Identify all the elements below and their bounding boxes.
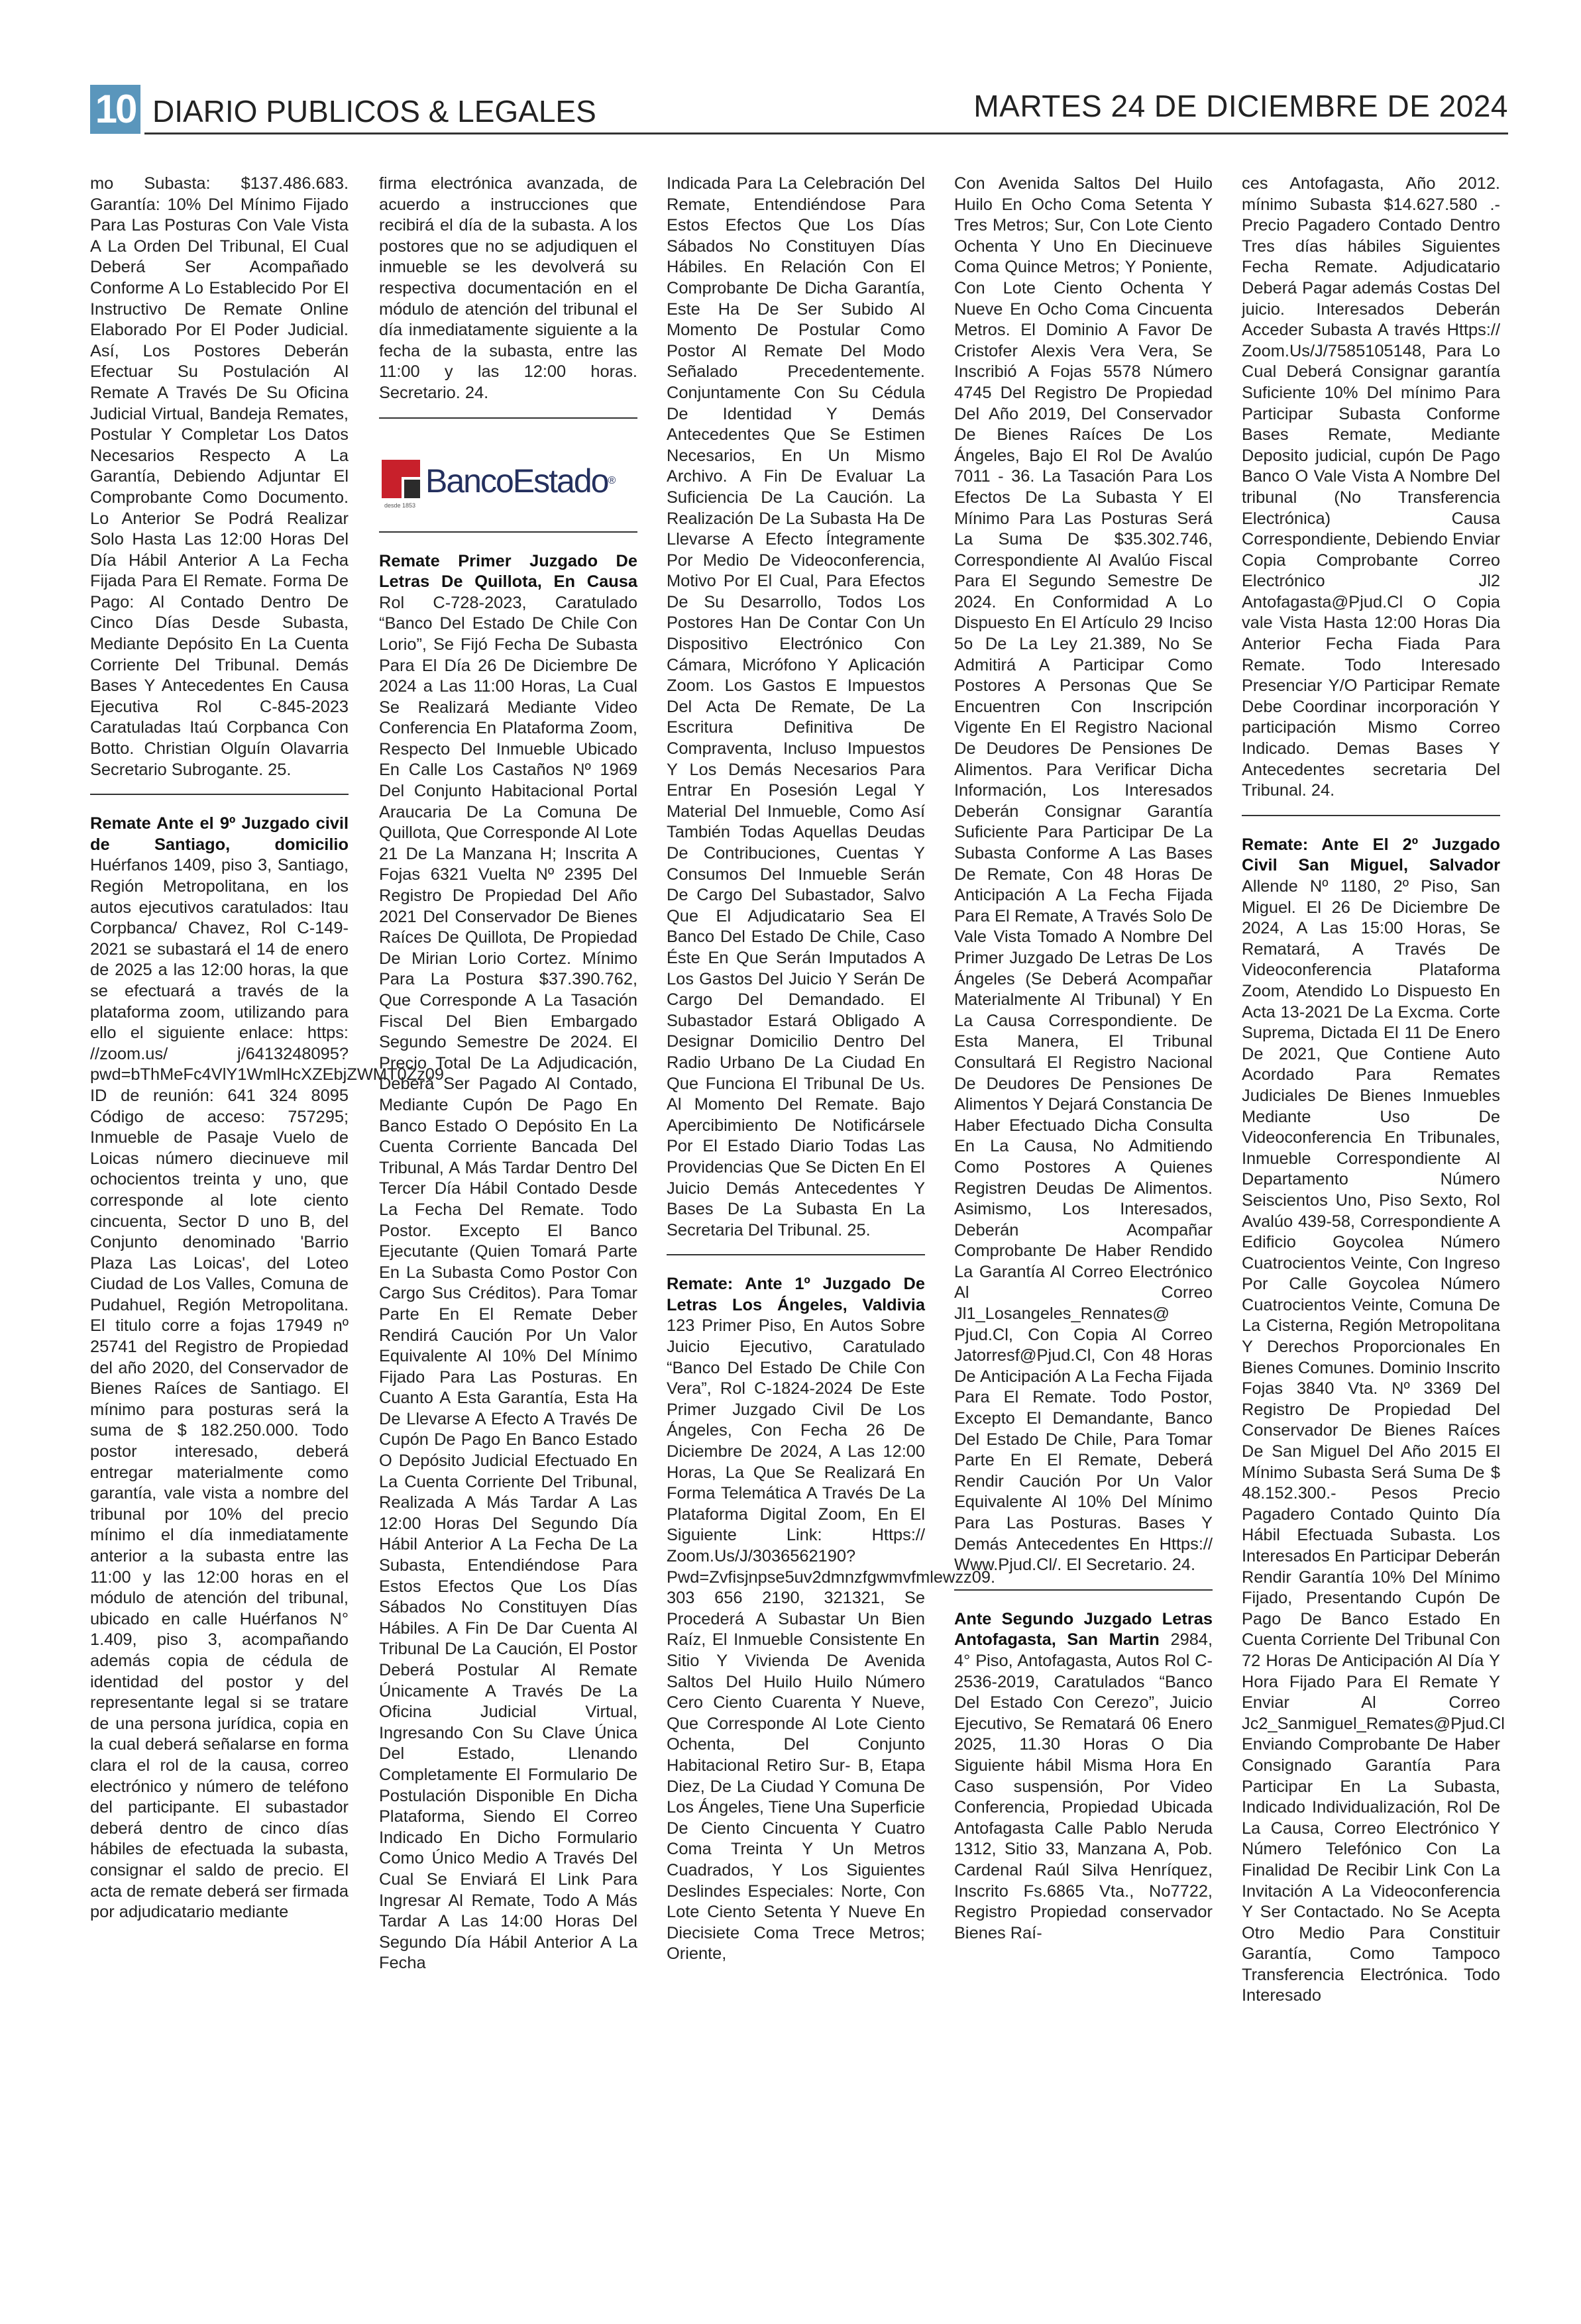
notice-separator — [667, 1254, 925, 1255]
notice-continuation: firma electrónica avanzada, de acuerdo a instrucciones que recibirá el día de la subasta. A los postores que no se adjudiquen el inmueble se les devolverá su respectiva documentación en el módulo de atención del tribunal el día inmediatamente siguiente a la fecha de la subasta, entre las 11:00 y las 12:00 horas. Secretario. 24. — [379, 174, 637, 402]
notice-body: Rol C-728-2023, Caratulado “Banco Del Estado De Chile Con Lorio”, Se Fijó Fecha De Subasta Para El Día 26 De Diciembre De 2024 a Las 11:00 Horas, La Cual Se Realizará Mediante Video Conferencia En Plataforma Zoom, Respecto Del Inmueble Ubicado En Calle Los Castaños Nº 1969 Del Conjunto Habitacional Portal Araucaria De La Comuna De Quillota, Que Corresponde Al Lote 21 De La Manzana H; Inscrita A Fojas 6321 Vuelta Nº 2395 Del Registro De Propiedad Del Año 2021 Del Conservador De Bienes Raíces De Quillota, De Propiedad De Mirian Lorio Cortez. Mínimo Para La Postura $37.390.762, Que Corresponde A La Tasación Fiscal Del Bien Embargado Segundo Semestre De 2024. El Precio Total De La Adjudicación, Deberá Ser Pagado Al Contado, Mediante Cupón De Pago En Banco Estado O Depósito En La Cuenta Corriente Bancada Del Tribunal, A Más Tardar Dentro Del Tercer Día Hábil Contado Desde La Fecha Del Remate. Todo Postor. Excepto El Banco Ejecutante (Quien Tomará Parte En La Subasta Como Postor Con Cargo Sus Créditos). Para Tomar Parte En El Remate Deber Rendirá Caución Por Un Valor Equivalente Al 10% Del Mínimo Fijado Para Las Posturas. En Cuanto A Esta Garantía, Esta Ha De Llevarse A Efecto A Través De Cupón De Pago En Banco Estado O Depósito Judicial Efectuado En La Cuenta Corriente Del Tribunal, Realizada A Más Tardar A Las 12:00 Horas Del Segundo Día Hábil Anterior A La Fecha De La Subasta, Entendiéndose Para Estos Efectos Que Los Días Sábados No Constituyen Días Hábiles. A Fin De Dar Cuenta Al Tribunal De La Caución, El Postor Deberá Postular Al Remate Únicamente A Través De La Oficina Judicial Virtual, Ingresando Con Su Clave Única Del Estado, Llenando Completamente El Formulario De Postulación Disponible En Dicha Plataforma, Siendo El Correo Indicado En Dicho Formulario Como Único Medio A Través Del Cual Se Enviará El Link Para Ingresar Al Remate, Todo A Más Tardar A Las 14:00 Horas Del Segundo Día Hábil Anterior A La Fecha — [379, 593, 637, 1973]
page-header — [90, 77, 1508, 136]
notice-body: Huérfanos 1409, piso 3, Santiago, Región Metropolitana, en los autos ejecutivos caratulados: Itau Corpbanca/ Chavez, Rol C-149-2021 se subastará el 14 de enero de 2025 a las 12:00 horas, la que se efectuará a través de la plataforma zoom, utilizando para ello el siguiente enlace: https: //zoom.us/ j/6413248095?pwd=bThMeFc4VlY1WmlHcXZEbjZWMT0Zz09 ID de reunión: 641 324 8095 Código de acceso: 757295; Inmueble de Pasaje Vuelo de Loicas número diecinueve mil ochocientos treinta y uno, que corresponde al lote ciento cincuenta, Sector D uno B, del Conjunto denominado 'Barrio Plaza Las Loicas', del Loteo Ciudad de Los Valles, Comuna de Pudahuel, Región Metropolitana. El titulo corre a fojas 17949 nº 25741 del Registro de Propiedad del año 2020, del Conservador de Bienes Raíces de Santiago. El mínimo para posturas será la suma de $ 182.250.000. Todo postor interesado, deberá entregar materialmente como garantía, vale vista a nombre del tribunal por 10% del precio mínimo el día inmediatamente anterior a la subasta entre las 11:00 y las 12:00 horas en el módulo de atención del tribunal, ubicado en calle Huérfanos N° 1.409, piso 3, acompañando además copia de cédula de identidad del postor y del representante legal si se tratare de una persona jurídica, copia en la cual deberá señalarse en forma clara el rol de la causa, correo electrónico y número de teléfono del participante. El subastador deberá dentro de cinco días hábiles de efectuada la subasta, consignar el saldo de precio. El acta de remate deberá ser firmada por adjudicatario mediante — [90, 856, 445, 1922]
notice — [1242, 835, 1505, 2007]
bancoestado-logo — [379, 437, 637, 526]
notice-heading: Remate Primer Juzgado De Letras De Quillota, En Causa — [379, 551, 637, 592]
column-5 — [1242, 174, 1505, 2294]
notice-heading: Remate Ante el 9º Juzgado civil de Santiago, domicilio — [90, 814, 349, 854]
notice-heading: Ante Segundo Juzgado Letras Antofagasta, San Martin — [954, 1609, 1213, 1650]
notice — [90, 814, 445, 1923]
notice-heading: Remate: Ante 1º Juzgado De Letras Los Ángeles, Valdivia — [667, 1275, 925, 1314]
notice-separator — [379, 531, 637, 533]
page-number: 10 — [90, 85, 140, 134]
notice-body: Allende Nº 1180, 2º Piso, San Miguel. El 26 De Diciembre De 2024, A Las 15:00 Horas, Se Rematará, A Través De Videoconferencia Plataforma Zoom, Atendido Lo Dispuesto En Acta 13-2021 De La Excma. Corte Suprema, Dictada El 11 De Enero De 2021, Que Contiene Auto Acordado Para Remates Judiciales De Bienes Inmuebles Mediante Uso De Videoconferencia En Tribunales, Inmueble Correspondiente Al Departamento Número Seiscientos Uno, Piso Sexto, Rol Avalúo 439-58, Correspondiente A Edificio Goycolea Número Cuatrocientos Veinte, Con Ingreso Por Calle Goycolea Número Cuatrocientos Veinte, Comuna De La Cisterna, Región Metropolitana Y Derechos Proporcionales En Bienes Comunes. Dominio Inscrito Fojas 3840 Vta. Nº 3369 Del Registro De Propiedad Del Conservador De Bienes Raíces De San Miguel Del Año 2015 El Mínimo Subasta Será Suma De $ 48.152.300.- Pesos Precio Pagadero Contado Quinto Día Hábil Efectuada Subasta. Los Interesados En Participar Deberán Rendir Garantía 10% Del Mínimo Fijado, Presentando Cupón De Pago De Banco Estado En Cuenta Corriente Del Tribunal Con 72 Horas De Anticipación Al Día Y Hora Fijado Para El Remate Y Enviar Al Correo Jc2_Sanmiguel_Remates@Pjud.Cl Enviando Comprobante De Haber Consignado Garantía Para Participar En La Subasta, Indicado Individualización, Rol De La Causa, Correo Electrónico Y Número Telefónico Con La Finalidad De Recibir Link Con La Invitación A La Videoconferencia Y Ser Contactado. No Se Acepta Otro Medio Para Constituir Garantía, Como Tampoco Transferencia Electrónica. Todo Interesado — [1242, 877, 1505, 2005]
notice-continuation: Con Avenida Saltos Del Huilo Huilo En Ocho Coma Setenta Y Tres Metros; Sur, Con Lote Ciento Ochenta Y Uno En Diecinueve Coma Quince Metros; Y Poniente, Con Lote Ciento Ochenta Y Nueve En Ocho Coma Cincuenta Metros. El Dominio A Favor De Cristofer Alexis Vera Vera, Se Inscribió A Fojas 5578 Número 4745 Del Registro De Propiedad Del Año 2019, Del Conservador De Bienes Raíces De Los Ángeles, Bajo El Rol De Avalúo 7011 - 36. La Tasación Para Los Efectos De La Subasta Y El Mínimo Para Las Posturas Será La Suma De $35.302.746, Correspondiente Al Avalúo Fiscal Para El Segundo Semestre De 2024. En Conformidad A Lo Dispuesto En El Artículo 29 Inciso 5o De La Ley 21.389, No Se Admitirá A Participar Como Postores A Personas Que Se Encuentren Con Inscripción Vigente En El Registro Nacional De Deudores De Pensiones De Alimentos. Para Verificar Dicha Información, Los Interesados Deberán Consignar Garantía Suficiente Para Participar De La Subasta Conforme A Las Bases De Remate, Con 48 Horas De Anticipación A La Fecha Fijada Para El Remate, A Través Solo De Vale Vista Tomado A Nombre Del Primer Juzgado De Letras De Los Ángeles (Se Deberá Acompañar Materialmente Al Tribunal) Y En La Causa Correspondiente. De Esta Manera, El Tribunal Consultará El Registro Nacional De Deudores De Pensiones De Alimentos Y Dejará Constancia De Haber Efectuado Dicha Consulta En La Causa, No Admitiendo Como Postores A Quienes Registren Deudas De Alimentos. Asimismo, Los Interesados, Deberán Acompañar Comprobante De Haber Rendido La Garantía Al Correo Electrónico Al Correo Jl1_Losangeles_Rennates@ Pjud.Cl, Con Copia Al Correo Jatorresf@Pjud.Cl, Con 48 Horas De Anticipación A La Fecha Fijada Para El Remate. Todo Postor, Excepto El Demandante, Banco Del Estado De Chile, Para Tomar Parte En El Remate, Deberá Rendir Caución Por Un Valor Equivalente Al 10% Del Mínimo Para Las Posturas. Bases Y Demás Antecedentes En Https:// Www.Pjud.Cl/. El Secretario. 24. — [954, 174, 1213, 1575]
notice-continuation: Indicada Para La Celebración Del Remate, Entendiéndose Para Estos Efectos Que Los Días Sábados No Constituyen Días Hábiles. En Relación Con El Comprobante De Dicha Garantía, Este Ha De Ser Subido Al Momento De Postular Como Postor Al Remate Del Modo Señalado Precedentemente. Conjuntamente Con Su Cédula De Identidad Y Demás Antecedentes Que Se Estimen Necesarios, En Un Mismo Archivo. A Fin De Evaluar La Suficiencia De La Caución. La Realización De La Subasta Ha De Llevarse A Efecto Íntegramente Por Medio De Videoconferencia, Motivo Por El Cual, Para Efectos De Su Desarrollo, Todos Los Postores Han De Contar Con Un Dispositivo Electrónico Con Cámara, Micrófono Y Aplicación Zoom. Los Gastos E Impuestos Del Acta De Remate, De La Escritura Definitiva De Compraventa, Incluso Impuestos Y Los Demás Necesarios Para Entrar En Posesión Legal Y Material Del Inmueble, Como Así También Todas Aquellas Deudas De Contribuciones, Cuentas Y Consumos Del Inmueble Serán De Cargo Del Subastador, Salvo Que El Adjudicatario Sea El Banco Del Estado De Chile, Caso Éste En Que Serán Imputados A Los Gastos Del Juicio Y Serán De Cargo Del Demandado. El Subastador Estará Obligado A Designar Domicilio Dentro Del Radio Urbano De La Ciudad En Que Funciona El Tribunal De Us. Al Momento Del Remate. Bajo Apercibimiento De Notificársele Por El Estado Diario Todas Las Providencias Que Se Dicten En El Juicio Demás Antecedentes Y Bases De La Subasta En La Secretaria Del Tribunal. 25. — [667, 174, 925, 1240]
bancoestado-logo-icon — [382, 457, 420, 509]
notice-separator — [379, 417, 637, 419]
notice-separator — [954, 1589, 1213, 1591]
column-4 — [954, 174, 1213, 2294]
logo-tagline: desde 1853 — [384, 502, 416, 509]
notice — [379, 551, 637, 1974]
header-rule — [144, 132, 1508, 134]
column-3 — [667, 174, 996, 2294]
column-2 — [379, 174, 637, 2294]
notice — [954, 1609, 1213, 1944]
notice-separator — [1242, 815, 1500, 816]
publication-title: DIARIO PUBLICOS & LEGALES — [152, 94, 596, 129]
notice-continuation: ces Antofagasta, Año 2012. mínimo Subasta $14.627.580 .- Precio Pagadero Contado Dentro Tres días hábiles Siguientes Fecha Remate. Adjudicatario Deberá Pagar además Costas Del juicio. Interesados Deberán Acceder Subasta A través Https:// Zoom.Us/J/7585105148, Para Lo Cual Deberá Consignar garantía Suficiente 10% Del mínimo Para Participar Subasta Conforme Bases Remate, Mediante Deposito judicial, cupón De Pago Banco O Vale Vista A Nombre Del tribunal (No Transferencia Electrónica) Causa Correspondiente, Debiendo Enviar Copia Comprobante Correo Electrónico Jl2 Antofagasta@Pjud.Cl O Copia vale Vista Hasta 12:00 Horas Dia Anterior Fecha Fiada Para Remate. Todo Interesado Presenciar Y/O Participar Remate Debe Coordinar incorporación Y participación Mismo Correo Indicado. Demas Bases Y Antecedentes secretaria Del Tribunal. 24. — [1242, 174, 1500, 800]
notice-heading: Remate: Ante El 2º Juzgado Civil San Miguel, Salvador — [1242, 835, 1500, 875]
notice — [667, 1274, 996, 1965]
notice-continuation: mo Subasta: $137.486.683. Garantía: 10% Del Mínimo Fijado Para Las Posturas Con Vale Vista A La Orden Del Tribunal, El Cual Deberá Ser Acompañado Conforme A Lo Establecido Por El Instructivo De Remate Online Elaborado Por El Poder Judicial. Así, Los Postores Deberán Efectuar Su Postulación Al Remate A Través De Su Oficina Judicial Virtual, Bandeja Remates, Postular Y Completar Los Datos Necesarios Respecto A La Garantía, Debiendo Adjuntar El Comprobante Como Documento. Lo Anterior Se Podrá Realizar Solo Hasta Las 12:00 Horas Del Día Hábil Anterior A La Fecha Fijada Para El Remate. Forma De Pago: Al Contado Dentro De Cinco Días Desde Subasta, Mediante Depósito En La Cuenta Corriente Del Tribunal. Demás Bases Y Antecedentes En Causa Ejecutiva Rol C-845-2023 Caratuladas Itaú Corpbanca Con Botto. Christian Olguín Olavarria Secretario Subrogante. 25. — [90, 174, 349, 779]
notice-body: 123 Primer Piso, En Autos Sobre Juicio Ejecutivo, Caratulado “Banco Del Estado De Chile Con Vera”, Rol C-1824-2024 De Este Primer Juzgado Civil De Los Ángeles, Con Fecha 26 De Diciembre De 2024, A Las 12:00 Horas, La Que Se Realizará En Forma Telemática A Través De La Plataforma Digital Zoom, En El Siguiente Link: Https:// Zoom.Us/J/3036562190?Pwd=Zvfisjnpse5uv2dmnzfgwmvfmlewzz09. 303 656 2190, 321321, Se Procederá A Subastar Un Bien Raíz, El Inmueble Consistente En Sitio Y Vivienda De Avenida Saltos Del Huilo Huilo Número Cero Ciento Cuarenta Y Nueve, Que Corresponde Al Lote Ciento Ochenta, Del Conjunto Habitacional Retiro Sur- B, Etapa Diez, De La Ciudad Y Comuna De Los Ángeles, Tiene Una Superficie De Ciento Cincuenta Y Cuatro Coma Treinta Y Un Metros Cuadrados, Y Los Siguientes Deslindes Especiales: Norte, Con Lote Ciento Setenta Y Nueve En Diecisiete Coma Trece Metros; Oriente, — [667, 1316, 996, 1964]
notice-body: 2984, 4° Piso, Antofagasta, Autos Rol C-2536-2019, Caratulados “Banco Del Estado Con Cerezo”, Juicio Ejecutivo, Se Rematará 06 Enero 2025, 11.30 Horas O Dia Siguiente hábil Misma Hora En Caso suspensión, Por Video Conferencia, Propiedad Ubicada Antofagasta Calle Pablo Neruda 1312, Sitio 33, Manzana A, Pob. Cardenal Raúl Silva Henríquez, Inscrito Fs.6865 Vta., No7722, Registro Propiedad conservador Bienes Raí- — [954, 1630, 1213, 1942]
issue-date: MARTES 24 DE DICIEMBRE DE 2024 — [973, 89, 1508, 123]
notice-separator — [90, 794, 349, 795]
logo-wordmark: BancoEstado® — [425, 462, 615, 500]
